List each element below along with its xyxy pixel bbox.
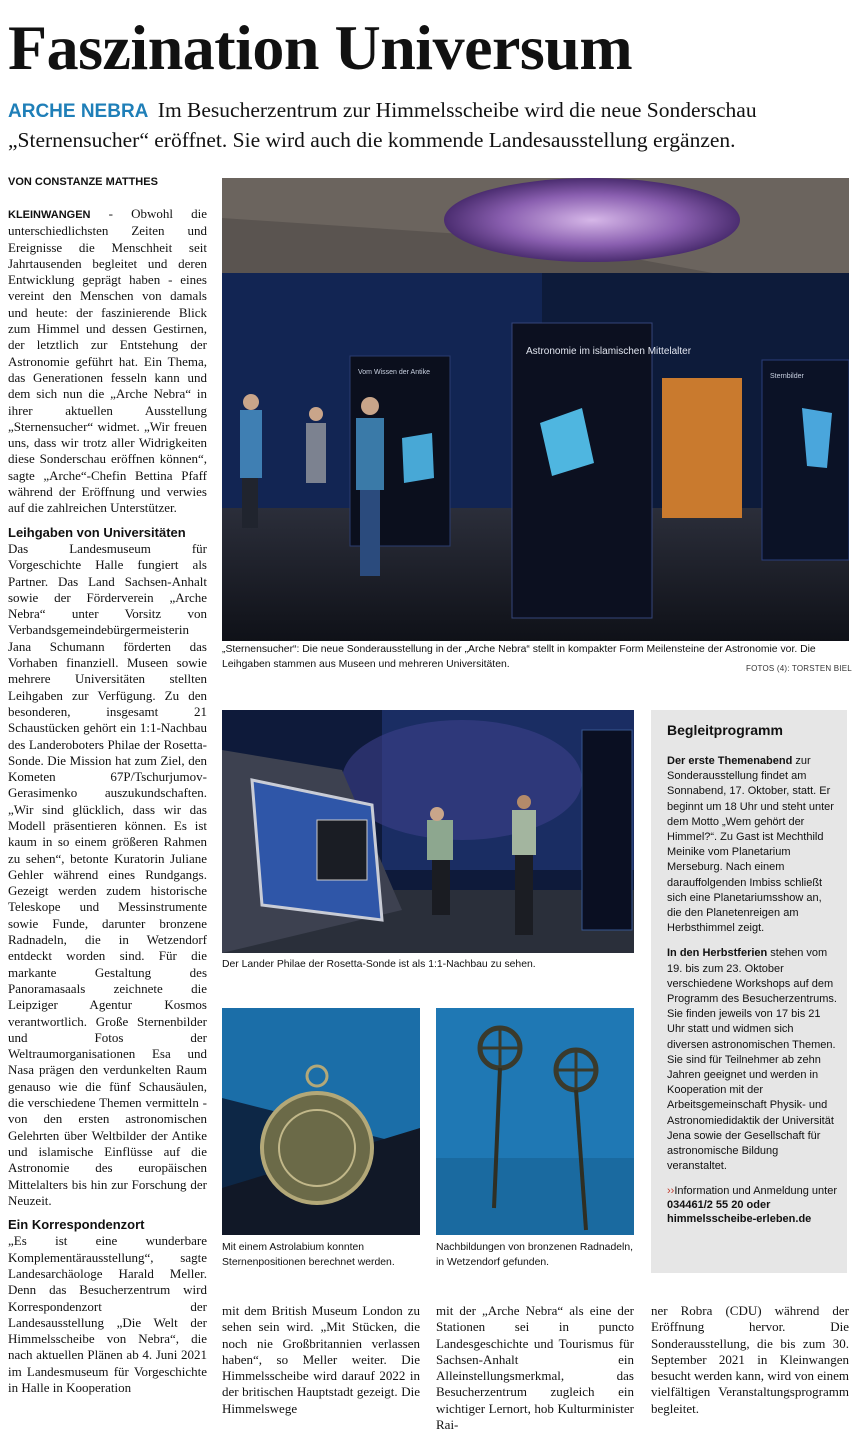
sidebar-lead-1: Der erste Themenabend xyxy=(667,755,793,767)
deck-kicker: ARCHE NEBRA xyxy=(8,101,149,122)
intro-text: - Obwohl die unterschiedlichsten Zeiten und Ereignisse die Menschheit seit Jahrtausenden begleitet und deren Entwicklung geprägt haben - eines vereint den Menschen von damals und heute: der faszinierende Blick zum Himmel und dessen Gestirnen, der letztlich zur Entstehung der Astronomie geführt hat. Ein Thema, das Generationen fesseln kann und dem sich nun die „Arche Nebra“ in ihrer aktuellen Ausstellung „Sternensucher“ widmet. „Wir freuen uns, dass wir trotz aller Widrigkeiten diese Sonderschau eröffnen können“, sagte „Arche“-Chefin Bettina Pfaff während der Eröffnung und verwies auf die zahlreichen Unterstützer. xyxy=(8,206,207,516)
sidebar-body xyxy=(667,754,837,1226)
info-text: Information und Anmeldung unter xyxy=(674,1185,837,1198)
deck-text: Im Besucherzentrum zur Himmelsscheibe wird die neue Sonderschau „Sternensucher“ eröffnet. Sie wird auch die kommende Landesausstellung ergänzen. xyxy=(8,98,757,152)
photo-credit: FOTOS (4): TORSTEN BIEL xyxy=(746,664,852,673)
article-col4-text: ner Robra (CDU) während der Eröffnung hervor. Die Sonderausstellung, die bis zum 30. September 2021 in Kleinwangen besucht werden kann, wird von einem vielfältigen Veranstaltungsprogramm begleitet. xyxy=(651,1303,849,1416)
exhibition-hall-image xyxy=(222,178,849,641)
article-paragraph-2: Das Landesmuseum für Vorgeschichte Halle fungiert als Partner. Das Land Sachsen-Anhalt sowie der Förderverein „Arche Nebra“ unter Vorsitz von Verbandsgemeindebürgermeisterin Jana Schumann förderten das Vorhaben finanziell. Museen sowie mehrere Universitäten stellten Leihgaben zur Verfügung. Zu den besonderen, insgesamt 21 Schaustücken gehört ein 1:1-Nachbau des Landeroboters Philae der Rosetta-Sonde. Die Mission hat zum Ziel, den Kometen 67P/Tschurjumov-Gerasimenko auszukundschaften. „Wir sind glücklich, dass wir das Modell präsentieren können. Es ist kaum in so einem größeren Rahmen zu sehen“, betonte Kuratorin Juliane Gehler während eines Rundgangs. Gezeigt werden zudem historische Teleskope und Messinstrumente sowie Funde, darunter bronzene Radnadeln, die in Wetzendorf entdeckt worden sind. Für die markante Gestaltung des Panoramasaals zeichnete die Leipziger Agentur Kosmos verantwortlich. Große Sternenbilder und Fotos der Weltraumorganisationen Esa und Nasa prägen den verdunkelten Raum genauso wie die fünf Schausäulen, die verschiedene Themen vermitteln - von den ersten astronomischen Gelehrten über Weltbilder der Antike und islamische Einflüsse auf die Astronomie des europäischen Mittelalters bis hin zur Forschung der Neuzeit. xyxy=(8,540,207,1208)
article-col2-text: mit dem British Museum London zu sehen sein wird. „Mit Stücken, die noch nie Großbritannien verlassen haben“, so Meller weiter. Die Himmelsscheibe wird darauf 2022 in der britischen Hauptstadt gezeigt. Die Himmelswege xyxy=(222,1303,420,1416)
info-arrow-icon: ›› xyxy=(667,1185,675,1198)
sidebar-text-1: zur Sonderausstellung findet am Sonnabend, 17. Oktober, statt. Er beginnt um 18 Uhr und steht unter dem Motto „Wem gehört der Himmel?“. Zu Gast ist Mechthild Meinike vom Planetarium Merseburg. Nach einem darauffolgenden Imbiss schließt sich eine Planetariumsshow an, die den Planetenreigen am Herbsthimmel zeigt. xyxy=(667,755,834,935)
panel-title-text: Astronomie im islamischen Mittelalter xyxy=(526,346,692,357)
sidebar-title: Begleitprogramm xyxy=(667,722,783,738)
article-column-2 xyxy=(222,1303,420,1417)
sidebar-paragraph-2 xyxy=(667,946,837,1174)
astrolabe-caption: Mit einem Astrolabium konnten Sternenpositionen berechnet werden. xyxy=(222,1242,395,1268)
sidebar-lead-2: In den Herbstferien xyxy=(667,947,768,960)
article-intro xyxy=(8,206,207,517)
philae-lander-image xyxy=(222,710,634,953)
bronze-pins-image xyxy=(436,1008,634,1235)
sidebar-paragraph-1 xyxy=(667,754,837,936)
panel-small-text: Vom Wissen der Antike xyxy=(358,369,430,376)
philae-photo xyxy=(222,710,634,953)
headline: Faszination Universum xyxy=(8,12,633,83)
pins-photo xyxy=(436,1008,634,1235)
subhead-korrespondenzort: Ein Korrespondenzort xyxy=(8,1217,145,1233)
info-phone: 034461/2 55 20 oder xyxy=(667,1199,771,1212)
sidebar-text-2: stehen vom 19. bis zum 23. Oktober verschiedene Workshops auf dem Programm des Besucherzentrums. Sie finden jeweils von 17 bis 21 Uhr statt und widmen sich diversen astronomischen Themen. Sie sind für Teilnehmer ab zehn Jahren geeignet und werden in Kooperation mit der Arbeitsgemeinschaft Physik- und Astronomiedidaktik der Universität Jena sowie der Gesellschaft für astronomische Bildung veranstaltet. xyxy=(667,947,837,1173)
main-caption: „Sternensucher“: Die neue Sonderausstellung in der „Arche Nebra“ stellt in kompakter Form Meilensteine der Astronomie vor. Die Leihgaben stammen aus Museen und mehreren Universitäten. xyxy=(222,644,816,670)
article-paragraph-3: „Es ist eine wunderbare Komplementärausstellung“, sagte Landesarchäologe Harald Meller. Denn das Besucherzentrum wird Korrespondenzort der Landesausstellung „Die Welt der Himmelsscheibe von Nebra“, die nach aktuellen Plänen ab 4. Juni 2021 im Landesmuseum für Vorgeschichte in Halle in Kooperation xyxy=(8,1233,207,1396)
philae-caption: Der Lander Philae der Rosetta-Sonde ist als 1:1-Nachbau zu sehen. xyxy=(222,959,536,970)
article-col3-text: mit der „Arche Nebra“ als eine der Stationen sei in puncto Landesgeschichte und Tourismus für Sachsen-Anhalt ein Alleinstellungsmerkmal, das Besucherzentrum zugleich ein wichtiger Lernort, hob Kulturminister Rai- xyxy=(436,1303,634,1433)
pins-caption: Nachbildungen von bronzenen Radnadeln, in Wetzendorf gefunden. xyxy=(436,1242,633,1268)
astrolabe-image xyxy=(222,1008,420,1235)
info-url[interactable]: himmelsscheibe-erleben.de xyxy=(667,1213,812,1226)
panel-side-text: Sternbilder xyxy=(770,373,804,380)
subhead-leihgaben: Leihgaben von Universitäten xyxy=(8,524,186,540)
sidebar-begleitprogramm xyxy=(651,710,847,1273)
dateline: KLEINWANGEN xyxy=(8,209,91,221)
astrolabe-photo xyxy=(222,1008,420,1235)
sidebar-info xyxy=(667,1184,837,1226)
deck xyxy=(8,96,853,154)
article-column-4 xyxy=(651,1303,849,1417)
byline: VON CONSTANZE MATTHES xyxy=(8,176,158,188)
article-column-1 xyxy=(8,206,207,1396)
main-photo xyxy=(222,178,849,641)
